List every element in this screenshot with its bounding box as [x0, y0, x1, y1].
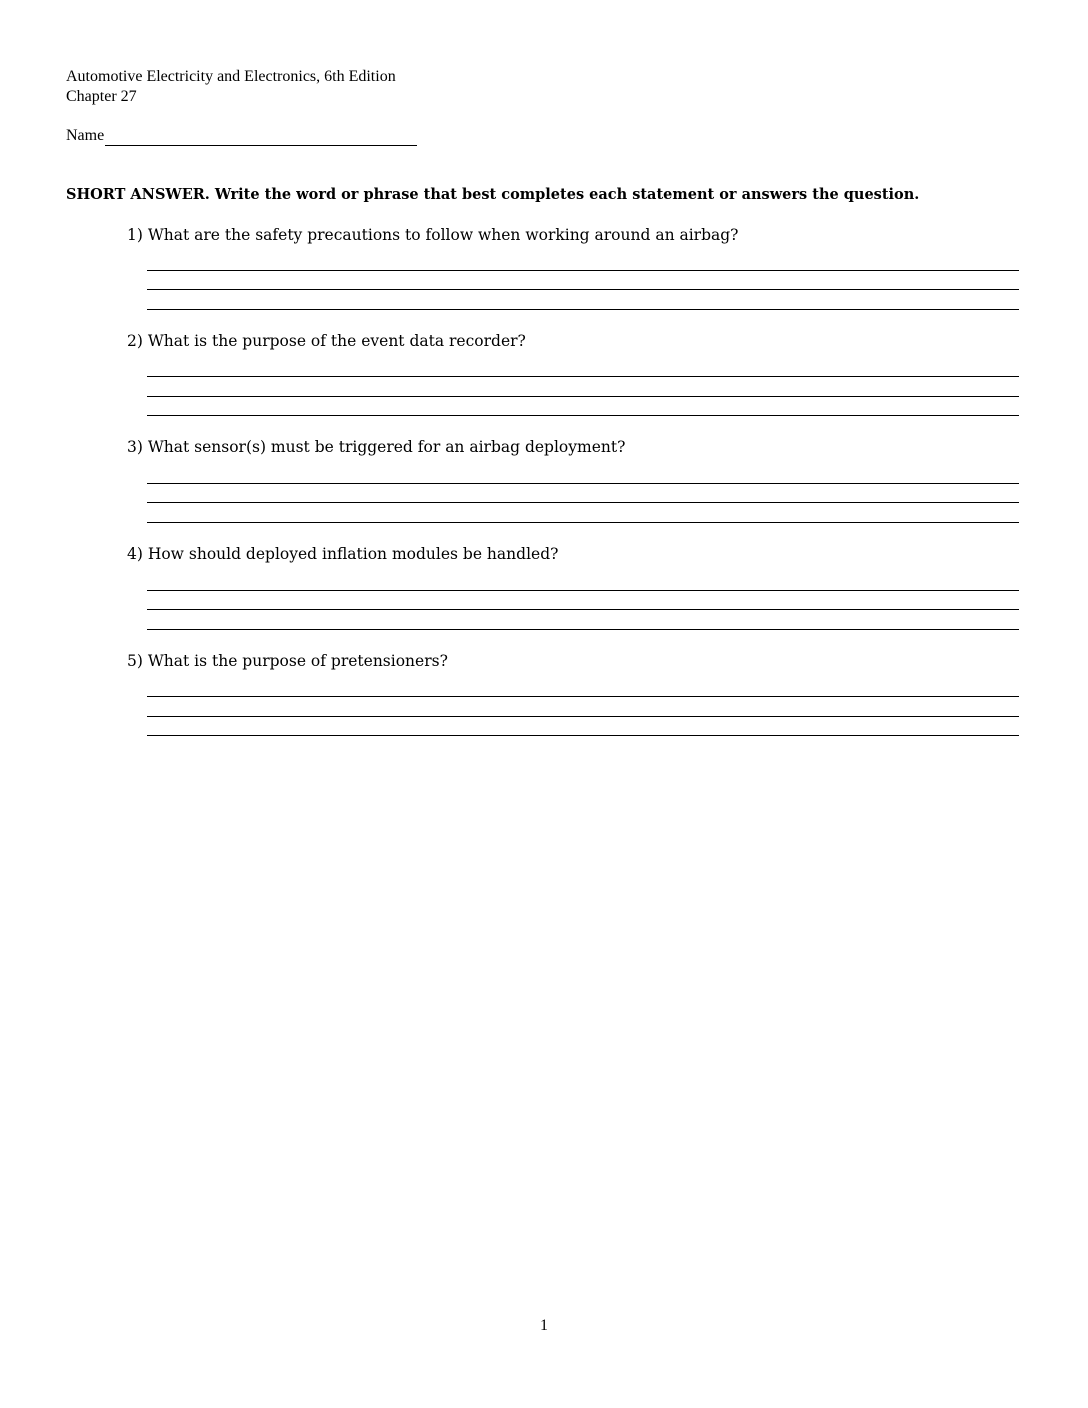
answer-line-3b[interactable] [147, 502, 1019, 503]
answer-line-5a[interactable] [147, 696, 1019, 697]
chapter-label: Chapter 27 [66, 88, 137, 105]
answer-line-3c[interactable] [147, 522, 1019, 523]
question-3: 3) What sensor(s) must be triggered for an airbag deployment? [127, 438, 626, 456]
answer-line-3a[interactable] [147, 483, 1019, 484]
question-5: 5) What is the purpose of pretensioners? [127, 652, 448, 670]
name-label: Name [66, 127, 105, 144]
section-instructions: SHORT ANSWER. Write the word or phrase that best completes each statement or answers the question. [66, 186, 920, 203]
question-1: 1) What are the safety precautions to follow when working around an airbag? [127, 226, 739, 244]
name-field [66, 126, 417, 146]
question-4: 4) How should deployed inflation modules be handled? [127, 545, 559, 563]
answer-line-4c[interactable] [147, 629, 1019, 630]
book-title: Automotive Electricity and Electronics, 6th Edition [66, 68, 396, 85]
answer-line-4b[interactable] [147, 609, 1019, 610]
answer-line-5b[interactable] [147, 716, 1019, 717]
answer-line-2b[interactable] [147, 396, 1019, 397]
answer-line-2c[interactable] [147, 415, 1019, 416]
answer-line-1a[interactable] [147, 270, 1019, 271]
page-number: 1 [540, 1317, 548, 1334]
answer-line-4a[interactable] [147, 590, 1019, 591]
answer-line-1b[interactable] [147, 289, 1019, 290]
answer-line-2a[interactable] [147, 376, 1019, 377]
name-blank-line[interactable] [105, 127, 417, 146]
question-2: 2) What is the purpose of the event data recorder? [127, 332, 526, 350]
answer-line-5c[interactable] [147, 735, 1019, 736]
answer-line-1c[interactable] [147, 309, 1019, 310]
